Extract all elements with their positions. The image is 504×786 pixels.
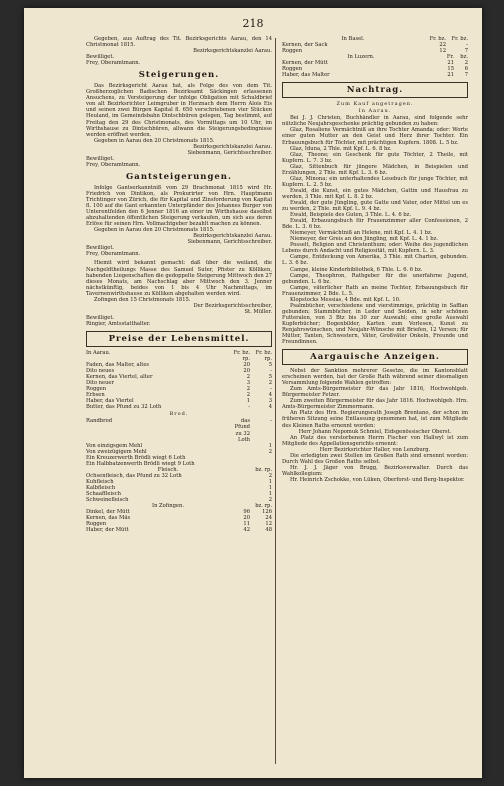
row-value: 2 bbox=[246, 386, 250, 393]
row-value: 1 bbox=[246, 398, 250, 405]
table-row bbox=[86, 404, 272, 410]
list-item: Psalmbücher, verschiedene und vierstimmige, prächtig in Saffian gebunden; Stammbücher, in Leder und Seiden, in sehr schönen Futteralen, von 3 Btz bis 30 zur Auswahl; eine große Auswahl Kupferbücher; Bogenbilder, Karten zum Vorlesen, Kunst zu Renjahrswünschen, und Neujahr-Wünsche mit Briefen, 12 Versen; für Mütter, Tanten, Schwestern, Väter, Großväter Onkeln, Freunde und Freundinnen. bbox=[282, 302, 468, 346]
row-label: Dito neues bbox=[86, 368, 115, 375]
notice-paragraph: Gegeben, aus Auftrag des Tit. Bezirksgerichts Aarau, den 14 Christmonat 1815. bbox=[86, 36, 272, 49]
notice-date: Zofingen den 15 Christmonats 1815. bbox=[94, 296, 191, 303]
official: Frey, Oberamtmann. bbox=[86, 251, 141, 258]
row-value: 2 bbox=[268, 448, 272, 455]
row-label: Ochsenfleisch, das Pfund zu 32 Loth bbox=[86, 472, 182, 479]
column-divider bbox=[275, 38, 276, 764]
official: Ringier, Amtsstatthalter. bbox=[86, 320, 151, 327]
notice-date: Gegeben in Aarau den 20 Christmonats 1815. bbox=[94, 227, 215, 234]
notice-paragraph: Infolge Gantserkanntniß vom 29 Brachmonat 1815 wird Hr. Friedrich von Dintikon, als Prokurirter von Hrn. Hauptmann Trichtinger von Zürich, die für Kapital und Zinsforderung von Kapital fl. 100 auf die Gant erkannten Unterpfänder des Johannes Burger von Unterentfelden den 6 Jenner 1816 an einer im Wirthshause daselbst abzuhaltenden öffentlichen Steigerung verkaufen, um sich aus deren Erlöse für seinen Hrn. Vollmachtgeber bezahlt machen zu können. bbox=[86, 184, 272, 228]
section-heading-gantsteigerungen: Gantsteigerungen. bbox=[126, 171, 232, 182]
row-value: 2 bbox=[246, 392, 250, 399]
row-label: Roggen bbox=[86, 521, 107, 528]
row-value: 12 bbox=[265, 521, 272, 528]
row-label: Von zweizügigem Mehl bbox=[86, 448, 147, 455]
newspaper-page bbox=[24, 8, 482, 778]
approval: Bewilliget. bbox=[86, 314, 115, 321]
signature: Bezirksgerichtskanzlei Aarau. bbox=[193, 233, 272, 240]
anzeigen-paragraph: Hr. J. J. Jäger von Brugg, Bezirksverwalter. Durch das Wahlkollegium: bbox=[282, 464, 468, 477]
row-value: - bbox=[270, 368, 272, 375]
right-column bbox=[282, 36, 468, 483]
zofingen-table bbox=[86, 509, 272, 533]
row-value: 2 bbox=[464, 60, 468, 67]
row-label: Faden, das Malter, altes bbox=[86, 362, 150, 369]
approval: Bewilliget. bbox=[86, 54, 115, 61]
list-item: Glaz, Iduna, 2 Thle. mit Kpf. L. 6. 8 bz. bbox=[290, 145, 392, 152]
row-value: 20 bbox=[243, 368, 250, 375]
official: Frey, Oberamtmann. bbox=[86, 161, 141, 168]
row-label: Haber, das Viertel bbox=[86, 398, 134, 405]
row-value: 1 bbox=[268, 491, 272, 497]
row-label: Erbsen bbox=[86, 392, 105, 399]
signature: Bezirksgerichtskanzlei Aarau. bbox=[193, 48, 272, 55]
row-value: 11 bbox=[243, 521, 250, 528]
row-value: 3 bbox=[246, 380, 250, 387]
list-item: Campe, kleine Kinderbibliothek, 6 Thle. L. 6. 6 bz. bbox=[290, 266, 423, 273]
anzeigen-paragraph: An Platz des verstorbenen Herrn Fischer von Hallwyl ist zum Mitgliede des Appellationsgerichts ernennt: bbox=[282, 434, 468, 447]
row-label: Kernen, der Mütt bbox=[282, 60, 328, 67]
row-label: Dito neuer bbox=[86, 380, 114, 387]
nachtrag-title-box bbox=[282, 82, 468, 98]
row-value: 96 bbox=[243, 509, 250, 516]
row-label: Roggen bbox=[282, 66, 303, 73]
signature: Siebenmann, Gerichtsschreiber. bbox=[187, 239, 272, 246]
signature: St. Müller. bbox=[244, 308, 272, 315]
row-label: Kernen, das Mäs bbox=[86, 515, 131, 522]
fleisch-header: Fleisch. bz. rp. bbox=[157, 466, 272, 473]
row-value: 126 bbox=[262, 509, 272, 516]
row-label: Dinkel, der Mütt bbox=[86, 509, 130, 516]
anzeigen-paragraph: Zum zweiten Bürgermeister für das Jahr 1816. Hochwohlgeb. Hrn. Amts-Bürgermeister Zimmermann. bbox=[282, 398, 468, 411]
page-number: 218 bbox=[242, 17, 264, 30]
row-label: Ein Halbbatzenwerth Brödli wiegt 9 Loth bbox=[86, 460, 195, 467]
table-row bbox=[86, 418, 272, 442]
row-value: - bbox=[466, 42, 468, 49]
row-value: - bbox=[270, 418, 272, 425]
prices-table bbox=[86, 362, 272, 410]
anzeigen-title: Aargauische Anzeigen. bbox=[310, 352, 440, 363]
row-label: Butter, das Pfund zu 32 Loth bbox=[86, 404, 162, 411]
official: Frey, Oberamtmann. bbox=[86, 60, 141, 67]
row-value: 20 bbox=[243, 362, 250, 369]
row-label: Roggen bbox=[282, 48, 303, 55]
zofingen-header: In Zofingen. bz. rp. bbox=[152, 503, 272, 510]
anzeigen-title-box bbox=[282, 349, 468, 365]
basel-header: In Basel. Fr. bz. Fr. bz. bbox=[341, 36, 468, 42]
row-value: 4 bbox=[268, 392, 272, 399]
row-label: Kernen, der Sack bbox=[282, 42, 328, 49]
list-item: Glaz, Sittenbuch für jüngere Mädchen, in Beispielen und Erzählungen, 2 Thle. mit Kpf. L. 3. 6 bz. bbox=[282, 163, 468, 176]
row-value: 3 bbox=[268, 398, 272, 405]
table-row bbox=[86, 527, 272, 533]
row-value: - bbox=[248, 404, 250, 411]
notice-date: Gegeben in Aarau den 20 Christmonats 1815. bbox=[94, 137, 215, 144]
approval: Bewilliget. bbox=[86, 155, 115, 162]
row-value: 48 bbox=[265, 527, 272, 534]
row-value: 7 bbox=[464, 48, 468, 55]
row-value: 15 bbox=[447, 66, 454, 73]
nachtrag-subtitle: Zum Kauf angetragen. bbox=[336, 101, 414, 108]
nachtrag-place: In Aarau. bbox=[358, 108, 392, 115]
row-label: Randbrod bbox=[86, 418, 113, 425]
list-item: Ewald, Beispiele des Guten, 3 Thle. L. 4. 6 bz. bbox=[290, 212, 411, 219]
row-value: 2 bbox=[268, 380, 272, 387]
list-item: Niemeyer, der Greis an den Jüngling, mit Kpf. L. 4. 1 bz. bbox=[290, 236, 439, 243]
approval: Bewilliget. bbox=[86, 245, 115, 252]
row-value: 22 bbox=[439, 42, 446, 49]
signature: Siebenmann, Gerichtsschreiber. bbox=[187, 149, 272, 156]
prices-title-box bbox=[86, 331, 272, 347]
row-label: Roggen bbox=[86, 386, 107, 393]
row-label: Kernen, das Viertel, alter bbox=[86, 374, 153, 381]
row-label: Kalbfleisch bbox=[86, 484, 116, 491]
row-value: 2 bbox=[246, 374, 250, 381]
section-heading-steigerungen: Steigerungen. bbox=[138, 70, 220, 81]
row-label: Von einzigsgem Mehl bbox=[86, 442, 143, 449]
anzeigen-paragraph: Nebst der Sanktion mehrerer Gesetze, die im Kantonsblatt erscheinen werden, hat der Große Rath während seiner diesmaligen Versammlung folgende Wahlen getroffen: bbox=[282, 368, 468, 387]
nachtrag-title: Nachtrag. bbox=[346, 85, 404, 96]
list-item: Ewald, Erbauungsbuch für Frauenzimmer aller Confessionen, 2 Bde. L. 3. 6 bz. bbox=[282, 218, 468, 231]
left-column bbox=[86, 36, 272, 533]
row-value: 1 bbox=[268, 478, 272, 485]
anzeigen-paragraph: Herr Bezirksrichter Haller, von Lenzburg. bbox=[319, 446, 431, 453]
signature: Der Bezirksgerichtsschreiber, bbox=[193, 302, 272, 309]
row-label: Schaaffleisch bbox=[86, 491, 121, 497]
table-row bbox=[282, 72, 468, 78]
luzern-header: In Luzern. Fr. bz. bbox=[347, 54, 468, 61]
row-value: 1 bbox=[268, 442, 272, 449]
row-value: 20 bbox=[243, 515, 250, 522]
list-item: Niemeyer, Vermächtniß an Helene, mit Kpf. L. 4. 1 bz. bbox=[290, 230, 433, 237]
row-label: Schweinefleisch bbox=[86, 497, 129, 504]
row-label: Kuhfleisch bbox=[86, 478, 114, 485]
row-value: 2 bbox=[268, 472, 272, 479]
list-item: Posselt, Religion und Christenthum; oder: Weihe des jugendlichen Lebens durch Andacht und Religiosität, mit Kupfern. L. 3. bbox=[282, 242, 468, 255]
row-value: 5 bbox=[268, 362, 272, 369]
brod-heading: Brod. bbox=[169, 411, 189, 418]
row-value: 6 bbox=[464, 66, 468, 73]
row-label: Ein Kreuzerwerth Brödli wiegt 6 Loth bbox=[86, 454, 186, 461]
list-item: Ewald, die Kunst, ein gutes Mädchen, Gattin und Hausfrau zu werden, 3 Thle. mit Kpf. L. 8. 2 bz. bbox=[282, 187, 468, 200]
list-item: Ewald, der gute Jüngling, gute Gatte und Vater, oder Mittel um es zu werden, 2 Thle. mit Kpf. L. 9. 4 bz. bbox=[282, 199, 468, 213]
notice-paragraph: Das Bezirksgericht Aarau hat, als Folge des von dem Tit. Großherzoglichen Badischen Bezirksamt Säckingen erlassenen Ansuchens, zu Versteigerung der infolge Obligation mit Schuldbrief von alt Bezirksrichter Leimgruber in Herznach dem Herrn Alois Eis und seinen zwei Bürgen Kapital fl. 650 verschriebenen vier Stücken Heuland, im Gemeindsbahn Dintschbüren gelegen, Tag bestimmt, auf Freitag den 29 des Christmonats, des Vormittags um 10 Uhr, im Wirthshause zu Dintschbüren, allwann die Steigerungsbedingnisse werden eröffnet werden. bbox=[86, 83, 272, 138]
notice-paragraph: Hiemit wird bekannt gemacht: daß über die weiland, die Nachgeldtheilungs Masse des Samuel Suter, Pfister zu Kölliken, habenden Liegenschaften die gedoppelte Steigerung Mittwoch den 27 dieses Monats, am Nachschlag aber Mittwoch den 3. Jenner nächstkünftig, beides von 1 bis 4 Uhr Nachmittags, im Tavernenwirthshause zu Kölliken abgehalten werden wird. bbox=[86, 260, 272, 297]
prices-title: Preise der Lebensmittel. bbox=[108, 333, 250, 344]
row-value: 12 bbox=[439, 48, 446, 55]
signature: Bezirksgerichtskanzlei Aarau. bbox=[193, 143, 272, 150]
list-item: Glaz, Theone; ein Geschenk für gute Töchter, 2 Theile, mit Kupfern. L. 7. 3 bz. bbox=[282, 151, 468, 164]
row-value: das Pfund zu 32 Loth bbox=[234, 418, 250, 443]
row-value: 21 bbox=[447, 60, 454, 67]
row-value: 21 bbox=[447, 72, 454, 79]
brod-table bbox=[86, 418, 272, 466]
nachtrag-intro: Bei J. J. Christen, Buchhändler in Aarau, sind folgende sehr nützliche Neujahrsgeschenke prächtig gebunden zu haben: bbox=[282, 115, 468, 128]
row-value: - bbox=[270, 386, 272, 393]
list-item: Campe, Entdeckung von Amerika, 3 Thle. mit Charten, gebunden. L. 3. 6 bz. bbox=[282, 254, 468, 267]
anzeigen-paragraph: Herr Johann Nepomuk Schmiel, Eidsgenössischer Oberst. bbox=[298, 428, 452, 435]
row-value: 42 bbox=[243, 527, 250, 534]
list-item: Campe, Theophron, Rathgeber für die unerfahrne Jugend, gebunden. L. 6 bz. bbox=[282, 272, 468, 285]
row-value: 7 bbox=[464, 72, 468, 79]
fleisch-table bbox=[86, 473, 272, 503]
anzeigen-paragraph: Zum Amts-Bürgermeister für das Jahr 1816, Hochwohlgeb. Bürgermeister Fetzer. bbox=[282, 386, 468, 399]
list-item: Glaz, Minona; ein unterhaltendes Lesebuch für junge Töchter, mit Kupfern. L. 2. 5 bz. bbox=[282, 175, 468, 188]
row-label: Haber, das Malter bbox=[282, 72, 330, 79]
row-value: 2 bbox=[268, 497, 272, 504]
list-item: Glaz, Rosaliens Vermächtniß an ihre Tochter Amanda; oder: Worte einer guten Mutter an den Geist und Herz ihrer Tochter. Ein Erbauungsbuch für Töchter, mit prächtigen Kupfern. 1808. L. 5 bz. bbox=[282, 127, 468, 146]
row-value: 4 bbox=[268, 404, 272, 411]
row-value: 5 bbox=[268, 374, 272, 381]
row-value: 24 bbox=[265, 515, 272, 522]
luzern-table bbox=[282, 60, 468, 78]
list-item: Campe, väterlicher Rath an meine Tochter, Erbauungsbuch für Frauenzimmer, 2 Bde. L. 5. bbox=[282, 284, 468, 297]
prices-header: In Aarau. Fr. bz. rp. Fr. bz. rp. bbox=[86, 349, 272, 363]
book-list bbox=[282, 127, 468, 345]
basel-table bbox=[282, 42, 468, 54]
anzeigen-paragraph: Hr. Heinrich Zschokke, von Lüken, Oberforst- und Berg-Inspektor. bbox=[290, 476, 465, 483]
list-item: Klopstocks Messias, 4 Bde. mit Kpf. L. 10. bbox=[290, 296, 401, 303]
anzeigen-paragraph: An Platz des Hrn. Regierungsrath Joseph Brentano, der schon im früheren Sitzung seine Entlassung genommen hat, ist zum Mitgliede des Kleinen Raths ernennt worden: bbox=[282, 410, 468, 429]
row-value: 1 bbox=[268, 484, 272, 491]
row-label: Haber, der Mütt bbox=[86, 527, 129, 534]
anzeigen-paragraph: Die erledigten zwei Stellen im Großen Rath sind ernennt worden: Durch Wahl des Großen Raths selbst. bbox=[282, 452, 468, 465]
